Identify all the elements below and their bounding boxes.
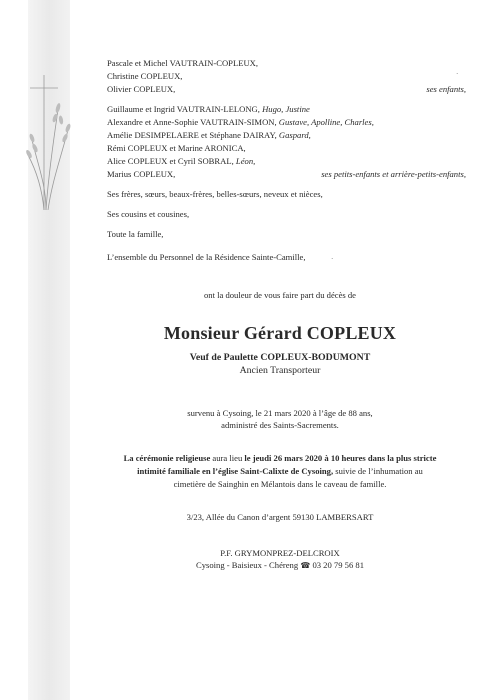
cousins-line: Ses cousins et cousines, [107,209,190,219]
grandchild-line-4: Rémi COPLEUX et Marine ARONICA, [107,143,246,153]
grandchild-line-3: Amélie DESIMPELAERE et Stéphane DAIRAY, Gaspard, [107,130,311,140]
grandchild-line-1: Guillaume et Ingrid VAUTRAIN-LELONG, Hugo, Justine [107,104,310,114]
children-label: ses enfants, [426,84,466,94]
ceremony-line-1: La cérémonie religieuse aura lieu le jeudi 26 mars 2020 à 10 heures dans la plus stricte [123,453,437,463]
death-line-2: administré des Saints-Sacrements. [221,420,339,430]
staff-line: L’ensemble du Personnel de la Résidence Sainte-Camille, [107,252,306,262]
child-line-3: Olivier COPLEUX, [107,84,176,94]
siblings-line: Ses frères, sœurs, beaux-frères, belles-sœurs, neveux et nièces, [107,189,323,199]
family-line: Toute la famille, [107,229,164,239]
ceremony-line-3: cimetière de Sainghin en Mélantois dans le caveau de famille. [173,479,387,489]
ceremony-line-2: intimité familiale en l’église Saint-Calixte de Cysoing, suivie de l’inhumation au [137,466,423,476]
child-line-2: Christine COPLEUX, [107,71,183,81]
scan-speck: · [331,255,334,263]
funeral-home-name: P.F. GRYMONPREZ-DELCROIX [220,548,340,558]
death-line-1: survenu à Cysoing, le 21 mars 2020 à l’âge de 88 ans, [187,408,373,418]
grandchild-line-2: Alexandre et Anne-Sophie VAUTRAIN-SIMON, Gustave, Apolline, Charles, [107,117,374,127]
grandchild-line-6: Marius COPLEUX, [107,169,176,179]
funeral-home-contact: Cysoing - Baisieux - Chéreng ☎ 03 20 79 56 81 [196,560,364,570]
child-line-1: Pascale et Michel VAUTRAIN-COPLEUX, [107,58,259,68]
occupation-line: Ancien Transporteur [239,365,321,376]
announcement-text: ont la douleur de vous faire part du décès de [203,290,356,300]
scan-speck: · [456,70,459,78]
grandchildren-label: ses petits-enfants et arrière-petits-enfants, [321,169,466,179]
cross-wheat-ornament [24,70,74,220]
phone-icon: ☎ [300,561,311,570]
deceased-name: Monsieur Gérard COPLEUX [163,323,397,343]
grandchild-line-5: Alice COPLEUX et Cyril SOBRAL, Léon, [107,156,256,166]
widower-line: Veuf de Paulette COPLEUX-BODUMONT [189,352,371,363]
address-line: 3/23, Allée du Canon d’argent 59130 LAMBERSART [186,512,374,522]
